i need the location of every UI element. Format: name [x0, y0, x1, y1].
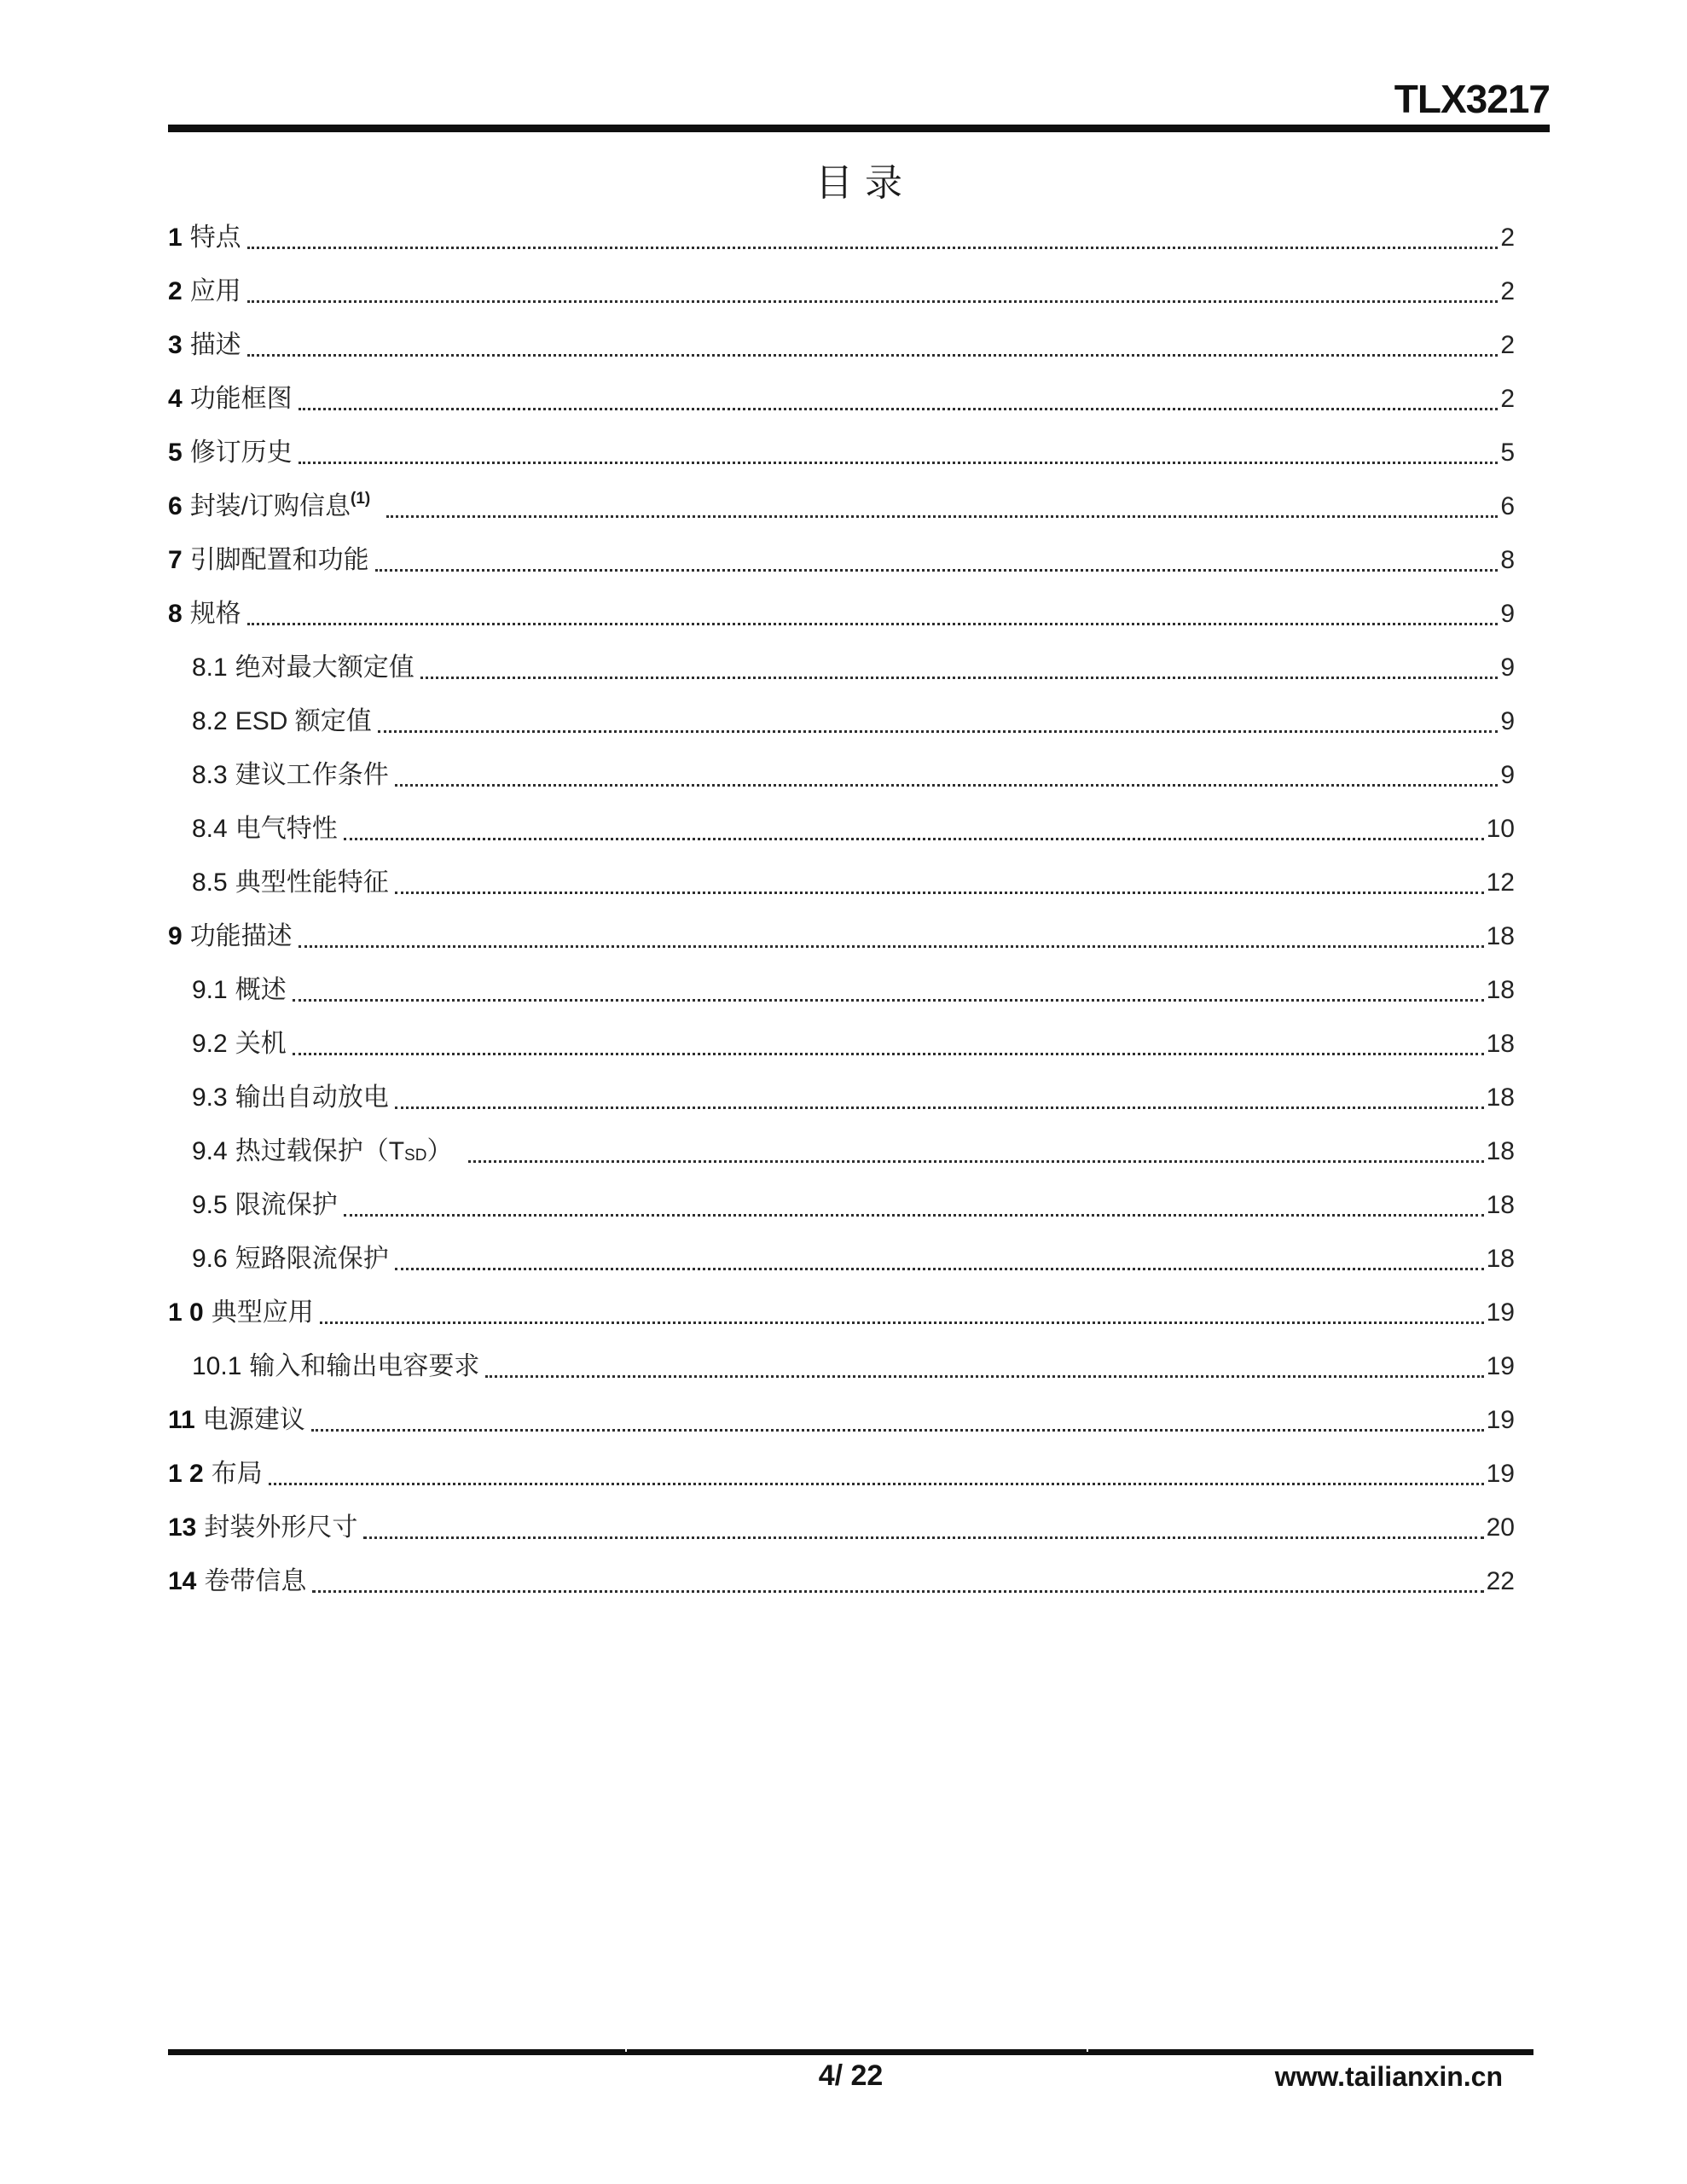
toc-entry[interactable] [168, 211, 1515, 264]
toc-entry-title: 绝对最大额定值 [235, 653, 415, 682]
page-footer [168, 2049, 1533, 2097]
toc-page-number: 9 [1500, 760, 1515, 789]
toc-entry[interactable] [168, 963, 1515, 1017]
toc-entry-number: 9.1 [192, 975, 228, 1004]
toc-entry[interactable] [168, 1178, 1515, 1232]
toc-entry[interactable] [168, 694, 1515, 748]
toc-entry-title: 封装外形尺寸 [204, 1513, 358, 1542]
toc-entry-number: 14 [168, 1566, 197, 1595]
toc-page-number: 22 [1486, 1566, 1515, 1595]
toc-page-number: 19 [1486, 1351, 1515, 1380]
toc-page-number: 10 [1486, 814, 1515, 843]
toc-entry-number: 9.2 [192, 1029, 228, 1058]
toc-entry[interactable] [168, 1554, 1515, 1608]
toc-entry[interactable] [168, 426, 1515, 479]
toc-entry-title: 规格 [189, 599, 241, 628]
toc-entry-number: 6 [168, 491, 183, 520]
doc-title: TLX3217 [1394, 77, 1550, 121]
toc-entry-number: 5 [168, 438, 183, 467]
dot-leader [247, 300, 1499, 303]
toc-entry-title: 概述 [235, 975, 287, 1004]
toc-entry[interactable] [168, 1393, 1515, 1447]
toc-entry-title: 功能描述 [189, 921, 293, 950]
toc-entry[interactable] [168, 372, 1515, 426]
page-header [168, 0, 1550, 132]
toc-list [168, 211, 1550, 1608]
toc-title: 目录 [815, 162, 914, 205]
toc-entry-title: 引脚配置和功能 [189, 545, 369, 574]
toc-entry-title: 应用 [189, 276, 241, 305]
website-link[interactable]: www.tailianxin.cn [1274, 2061, 1503, 2092]
toc-entry-title: 短路限流保护 [235, 1244, 389, 1273]
toc-page-number: 2 [1500, 384, 1515, 413]
toc-entry[interactable] [168, 909, 1515, 963]
toc-entry-title: 关机 [235, 1029, 287, 1058]
dot-leader [395, 784, 1499, 787]
toc-page-number: 12 [1486, 868, 1515, 897]
toc-page-number: 18 [1486, 1029, 1515, 1058]
toc-page-number: 9 [1500, 599, 1515, 628]
toc-page-number: 6 [1500, 491, 1515, 520]
toc-entry-title: 功能框图 [189, 384, 293, 413]
toc-entry-number: 8 [168, 599, 183, 628]
dot-leader [299, 408, 1499, 410]
toc-page-number: 18 [1486, 1244, 1515, 1273]
dot-leader [247, 247, 1499, 249]
toc-entry-title: 布局 [211, 1459, 263, 1488]
toc-entry[interactable] [168, 641, 1515, 694]
dot-leader [378, 730, 1499, 733]
toc-entry-number: 1 0 [168, 1298, 204, 1327]
toc-page-number: 18 [1486, 1083, 1515, 1112]
dot-leader [386, 515, 1498, 518]
toc-entry-number: 8.3 [192, 760, 228, 789]
toc-entry-title: ESD 额定值 [235, 706, 372, 735]
toc-entry-number: 8.2 [192, 706, 228, 735]
toc-page-number: 19 [1486, 1405, 1515, 1434]
toc-page-number: 18 [1486, 975, 1515, 1004]
toc-entry-number: 9 [168, 921, 183, 950]
dot-leader [420, 677, 1499, 679]
toc-page-number: 19 [1486, 1459, 1515, 1488]
toc-page-number: 9 [1500, 706, 1515, 735]
dot-leader [375, 569, 1499, 572]
toc-entry[interactable] [168, 318, 1515, 372]
toc-entry-title: 建议工作条件 [235, 760, 389, 789]
dot-leader [293, 1053, 1484, 1055]
toc-entry[interactable] [168, 1447, 1515, 1501]
footer-rule-notch [625, 2049, 627, 2052]
toc-page-number: 2 [1500, 276, 1515, 305]
toc-entry-title: ） [426, 1136, 453, 1165]
toc-entry[interactable] [168, 1286, 1515, 1339]
page-indicator: 4/ 22 [818, 2059, 884, 2092]
dot-leader [395, 1268, 1484, 1270]
toc-entry-number: 3 [168, 330, 183, 359]
dot-leader [344, 1214, 1484, 1217]
footer-rule [168, 2049, 1533, 2055]
dot-leader [299, 462, 1499, 464]
toc-entry-number: 8.4 [192, 814, 228, 843]
toc-entry-title: 电气特性 [235, 814, 338, 843]
toc-entry-number: 1 [168, 223, 183, 252]
toc-entry-number: 9.3 [192, 1083, 228, 1112]
toc-entry-title: 输出自动放电 [235, 1083, 389, 1112]
dot-leader [344, 838, 1484, 840]
dot-leader [299, 945, 1484, 948]
dot-leader [247, 623, 1499, 625]
toc-page-number: 18 [1486, 921, 1515, 950]
dot-leader [363, 1536, 1483, 1539]
toc-entry-number: 11 [168, 1405, 195, 1434]
toc-entry[interactable] [168, 1071, 1515, 1124]
toc-entry-title: 修订历史 [189, 438, 293, 467]
toc-entry-number: 9.5 [192, 1190, 228, 1219]
toc-entry-number: 4 [168, 384, 183, 413]
dot-leader [311, 1429, 1484, 1432]
dot-leader [247, 354, 1499, 357]
dot-leader [395, 892, 1484, 894]
toc-entry-title: 封装/订购信息 [189, 491, 351, 520]
toc-entry[interactable] [168, 1501, 1515, 1554]
toc-entry-title: 电源建议 [202, 1405, 305, 1434]
toc-page-number: 9 [1500, 653, 1515, 682]
toc-entry[interactable] [168, 802, 1515, 856]
toc-entry-number: 10.1 [192, 1351, 242, 1380]
toc-page-number: 20 [1486, 1513, 1515, 1542]
toc-entry[interactable] [168, 1232, 1515, 1286]
toc-entry-title: 典型应用 [211, 1298, 314, 1327]
dot-leader [312, 1590, 1483, 1593]
toc-entry-title: 输入和输出电容要求 [249, 1351, 480, 1380]
toc-entry-number: 13 [168, 1513, 197, 1542]
toc-page-number: 2 [1500, 223, 1515, 252]
toc-entry[interactable] [168, 1339, 1515, 1393]
toc-entry[interactable] [168, 1017, 1515, 1071]
toc-page-number: 2 [1500, 330, 1515, 359]
toc-entry-number: 7 [168, 545, 183, 574]
dot-leader [320, 1321, 1484, 1324]
toc-page-number: 18 [1486, 1190, 1515, 1219]
toc-entry-number: 1 2 [168, 1459, 204, 1488]
toc-entry-number: 2 [168, 276, 183, 305]
toc-entry-title: 卷带信息 [204, 1566, 307, 1595]
dot-leader [269, 1483, 1484, 1485]
toc-page-number: 8 [1500, 545, 1515, 574]
toc-page-number: 18 [1486, 1136, 1515, 1165]
dot-leader [395, 1107, 1484, 1109]
toc-entry[interactable] [168, 264, 1515, 318]
toc-page-number: 19 [1486, 1298, 1515, 1327]
footer-rule-notch [1087, 2049, 1088, 2052]
dot-leader [293, 999, 1484, 1002]
toc-entry-title: 限流保护 [235, 1190, 338, 1219]
header-rule [168, 125, 1550, 132]
toc-entry[interactable] [168, 856, 1515, 909]
toc-entry-number: 8.5 [192, 868, 228, 897]
toc-entry[interactable]: 6 封装/订购信息 $^{(1)}$ 6 [168, 489, 1515, 520]
toc-entry-number: 9.6 [192, 1244, 228, 1273]
dot-leader [468, 1160, 1483, 1163]
toc-entry-number: 8.1 [192, 653, 228, 682]
toc-entry[interactable]: 9.4 热过载保护（T $_{SD}$ ） 18 [192, 1136, 1515, 1165]
toc-entry-title: 描述 [189, 330, 241, 359]
toc-entry-number: 9.4 [192, 1136, 228, 1165]
toc-entry-title: 典型性能特征 [235, 868, 389, 897]
toc-entry[interactable] [168, 587, 1515, 641]
toc-entry-title: 热过载保护（T [235, 1136, 405, 1165]
dot-leader [485, 1375, 1483, 1378]
toc-entry-title: 特点 [189, 223, 241, 252]
toc-entry[interactable] [168, 533, 1515, 587]
footer-row [168, 2059, 1533, 2097]
toc-page-number: 5 [1500, 438, 1515, 467]
toc-entry[interactable] [168, 748, 1515, 802]
